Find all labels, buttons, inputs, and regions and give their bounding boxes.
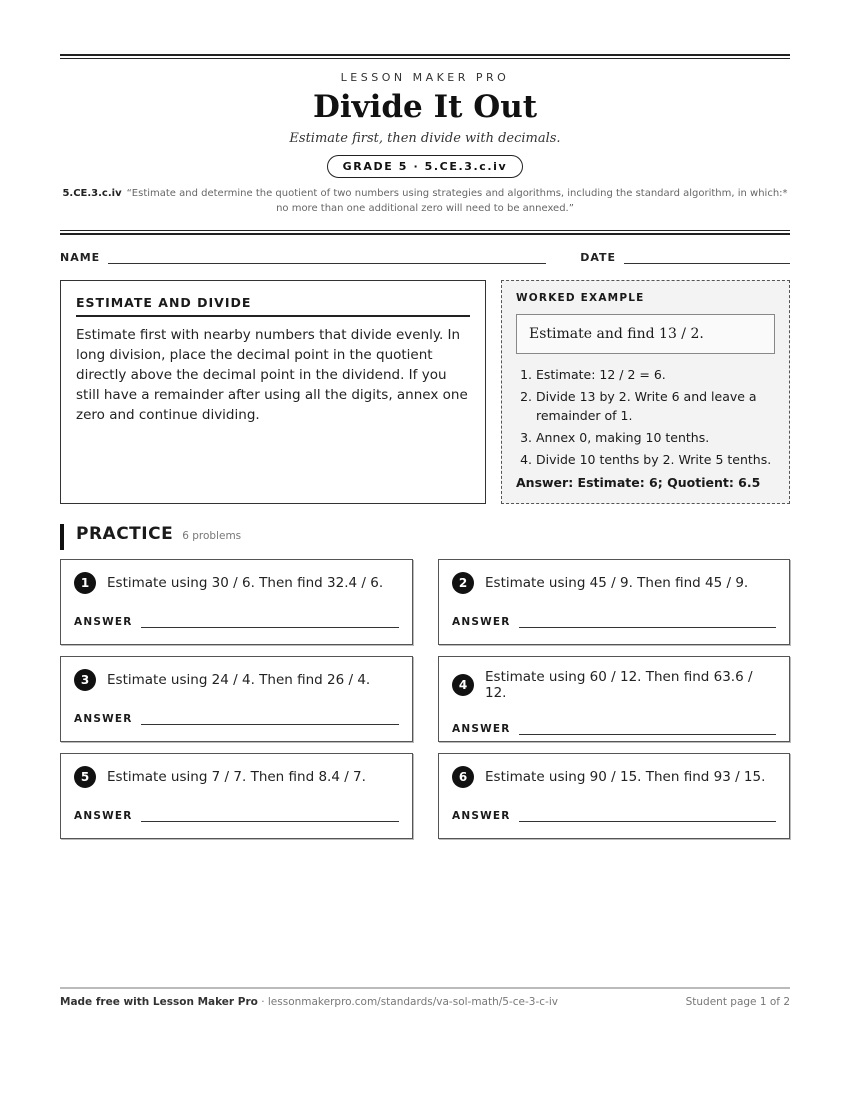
problem-number: 2	[452, 572, 474, 594]
page-title: Divide It Out	[312, 89, 538, 125]
answer-label: ANSWER	[452, 810, 511, 822]
header-bottom-rule	[60, 230, 790, 235]
name-date-row	[60, 251, 790, 264]
worked-example-box	[501, 280, 790, 504]
problem-text: Estimate using 90 / 15. Then find 93 / 15.	[485, 769, 766, 785]
problem-number: 6	[452, 766, 474, 788]
date-label: DATE	[580, 251, 616, 264]
answer-label: ANSWER	[452, 616, 511, 628]
brand-name: LESSON MAKER PRO	[340, 71, 510, 84]
worked-example-step: 3. Annex 0, making 10 tenths.	[536, 428, 775, 447]
footer-made-with: Made free with Lesson Maker Pro	[60, 996, 258, 1008]
problem-number: 1	[74, 572, 96, 594]
problem-card	[60, 656, 413, 742]
problem-card	[438, 559, 790, 645]
page-subtitle: Estimate first, then divide with decimals.	[289, 131, 561, 146]
name-label: NAME	[60, 251, 101, 264]
standard-text: “Estimate and determine the quotient of two numbers using strategies and algorithms, including the standard algorithm, in which:* no more than one additional zero will need to be annexed.”	[126, 188, 788, 214]
date-field[interactable]	[624, 253, 790, 264]
answer-label: ANSWER	[74, 616, 133, 628]
answer-label: ANSWER	[74, 713, 133, 725]
page-footer	[60, 987, 790, 1008]
worked-example-steps	[516, 365, 775, 469]
problem-card	[60, 753, 413, 839]
answer-field[interactable]	[141, 812, 399, 822]
answer-field[interactable]	[519, 725, 776, 735]
answer-label: ANSWER	[74, 810, 133, 822]
lesson-row	[60, 280, 790, 504]
answer-field[interactable]	[141, 715, 399, 725]
concept-box	[60, 280, 486, 504]
practice-heading	[60, 524, 790, 550]
problem-number: 4	[452, 674, 474, 696]
header	[60, 59, 790, 216]
standard-statement	[60, 186, 790, 216]
problem-card	[60, 559, 413, 645]
worked-example-step: 1. Estimate: 12 / 2 = 6.	[536, 365, 775, 384]
problem-number: 3	[74, 669, 96, 691]
answer-label: ANSWER	[452, 723, 511, 735]
problem-text: Estimate using 24 / 4. Then find 26 / 4.	[107, 672, 371, 688]
problem-number: 5	[74, 766, 96, 788]
problem-text: Estimate using 60 / 12. Then find 63.6 / 12.	[485, 669, 753, 701]
concept-title: ESTIMATE AND DIVIDE	[76, 295, 470, 317]
worked-example-title: WORKED EXAMPLE	[516, 292, 645, 304]
worked-example-step: 4. Divide 10 tenths by 2. Write 5 tenths.	[536, 450, 775, 469]
practice-count: 6 problems	[182, 530, 242, 542]
worked-example-answer: Answer: Estimate: 6; Quotient: 6.5	[516, 475, 761, 490]
problem-text: Estimate using 45 / 9. Then find 45 / 9.	[485, 575, 749, 591]
answer-field[interactable]	[519, 812, 776, 822]
problem-text: Estimate using 7 / 7. Then find 8.4 / 7.	[107, 769, 366, 785]
problem-card	[438, 656, 790, 742]
name-field[interactable]	[108, 253, 546, 264]
worked-example-problem: Estimate and find 13 / 2.	[516, 314, 775, 354]
grade-badge: GRADE 5 · 5.CE.3.c.iv	[327, 155, 524, 178]
worksheet-page	[60, 54, 790, 839]
footer-page-number: Student page 1 of 2	[685, 996, 790, 1008]
standard-code: 5.CE.3.c.iv	[62, 188, 122, 199]
practice-grid	[60, 559, 790, 839]
problem-card	[438, 753, 790, 839]
problem-text: Estimate using 30 / 6. Then find 32.4 / 6.	[107, 575, 384, 591]
footer-url: · lessonmakerpro.com/standards/va-sol-math/5-ce-3-c-iv	[257, 996, 558, 1008]
footer-credit	[60, 996, 558, 1008]
practice-title: PRACTICE	[76, 524, 174, 544]
answer-field[interactable]	[519, 618, 776, 628]
concept-body: Estimate first with nearby numbers that divide evenly. In long division, place the decimal point in the quotient directly above the decimal point in the dividend. If you still have a remainder after using all the digits, annex one zero and continue dividing.	[76, 327, 468, 423]
worked-example-step: 2. Divide 13 by 2. Write 6 and leave a remainder of 1.	[536, 387, 775, 425]
answer-field[interactable]	[141, 618, 399, 628]
